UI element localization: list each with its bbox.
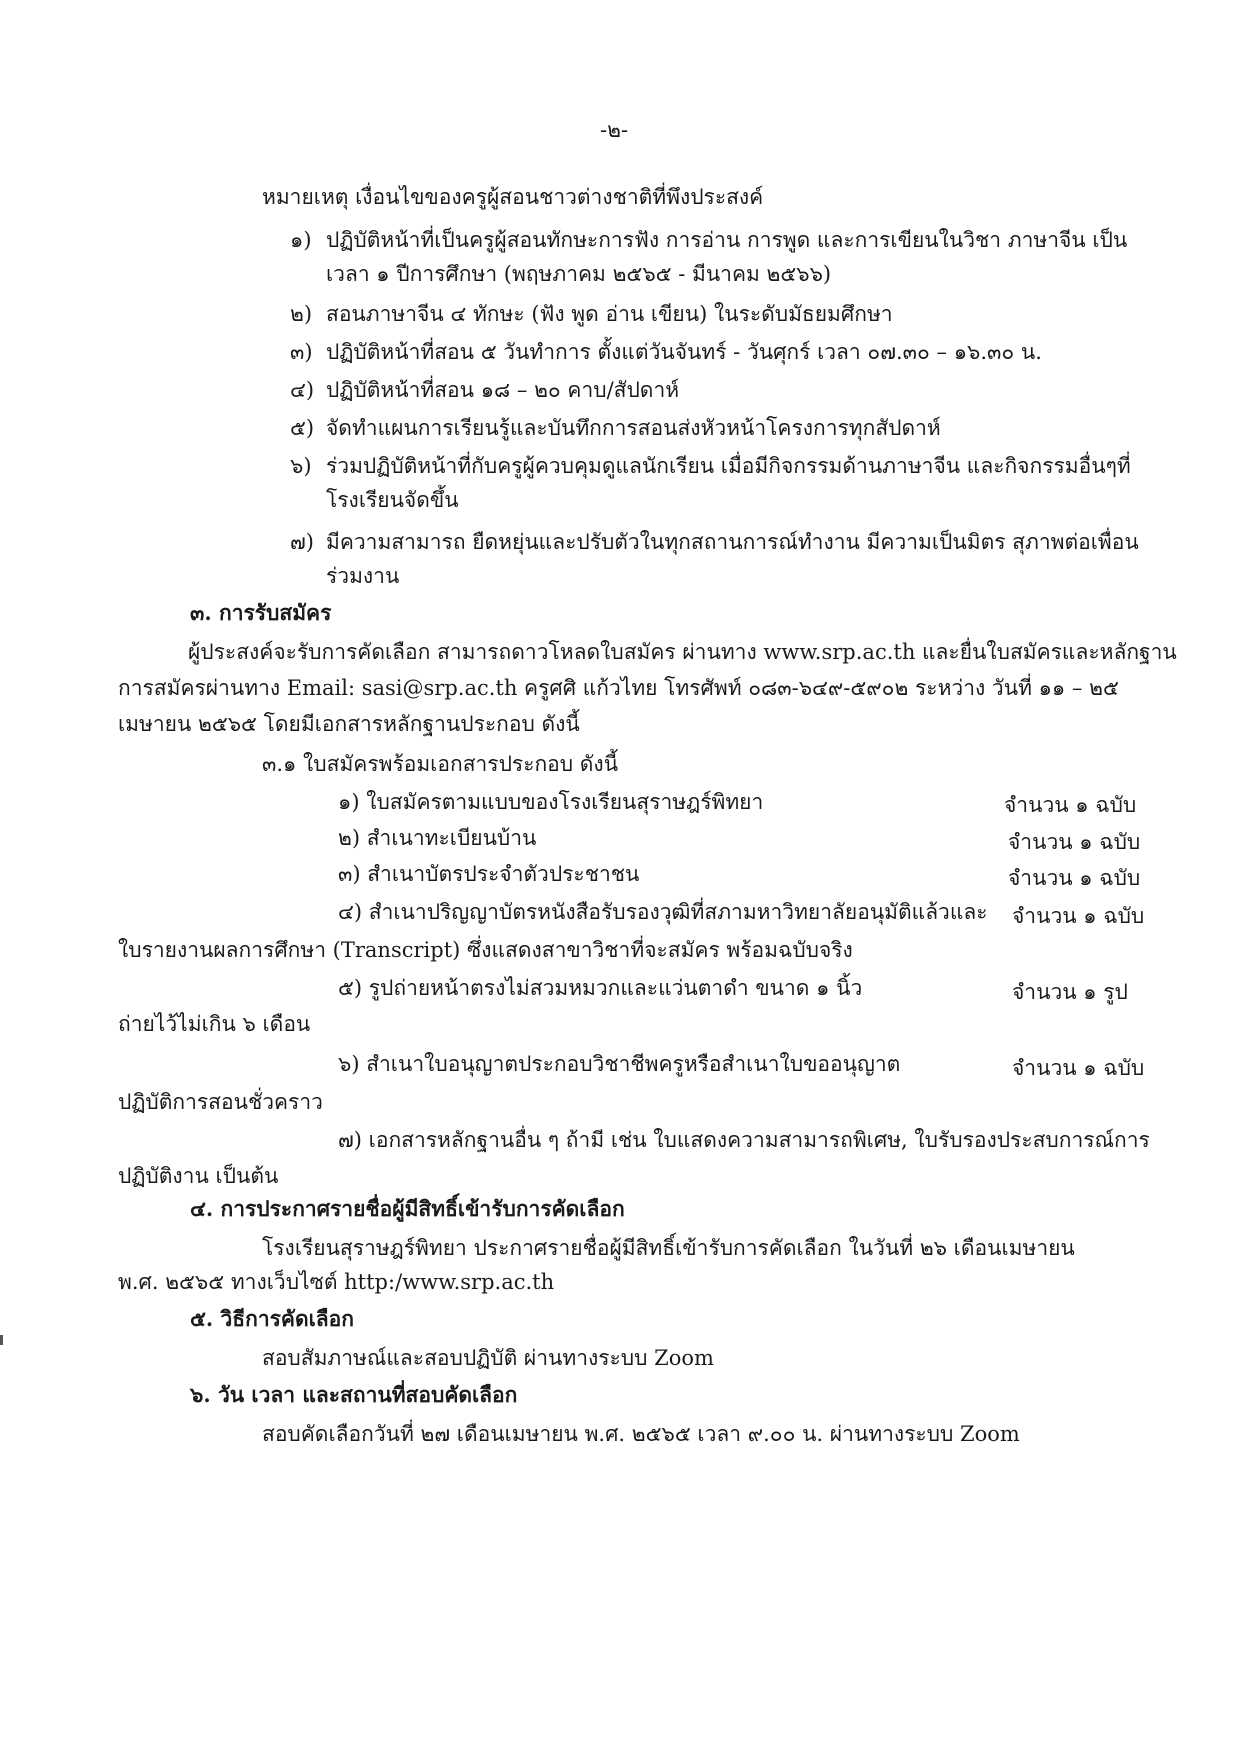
section-5-line1: สอบสัมภาษณ์และสอบปฏิบัติ ผ่านทางระบบ Zoom [262,1346,714,1370]
doc-item-6-qty: จำนวน ๑ ฉบับ [1012,1056,1145,1080]
note-item-1-line1: ปฏิบัติหน้าที่เป็นครูผู้สอนทักษะการฟัง การอ่าน การพูด และการเขียนในวิชา ภาษาจีน เป็น [326,228,1128,252]
section-4-line2: พ.ศ. ๒๕๖๕ ทางเว็บไซต์ http:/www.srp.ac.th [118,1270,555,1294]
page-number: -๒- [600,118,629,142]
note-item-4-num: ๔) [290,378,315,402]
section-4-line1: โรงเรียนสุราษฎร์พิทยา ประกาศรายชื่อผู้มีสิทธิ์เข้ารับการคัดเลือก ในวันที่ ๒๖ เดือนเมษายน [262,1236,1075,1260]
doc-item-4-qty: จำนวน ๑ ฉบับ [1012,904,1145,928]
note-item-3-line1: ปฏิบัติหน้าที่สอน ๕ วันทำการ ตั้งแต่วันจันทร์ - วันศุกร์ เวลา ๐๗.๓๐ – ๑๖.๓๐ น. [326,340,1042,364]
doc-item-2-qty: จำนวน ๑ ฉบับ [1008,830,1141,854]
doc-item-5-qty: จำนวน ๑ รูป [1012,980,1128,1004]
doc-item-5: ๕) รูปถ่ายหน้าตรงไม่สวมหมวกและแว่นตาดำ ขนาด ๑ นิ้ว [338,976,863,1000]
doc-item-7: ๗) เอกสารหลักฐานอื่น ๆ ถ้ามี เช่น ใบแสดงความสามารถพิเศษ, ใบรับรองประสบการณ์การ [338,1128,1150,1152]
note-item-5-num: ๕) [290,416,315,440]
doc-item-3-qty: จำนวน ๑ ฉบับ [1008,866,1141,890]
section-3-para-line3: เมษายน ๒๕๖๕ โดยมีเอกสารหลักฐานประกอบ ดังนี้ [118,712,580,736]
note-item-7-line1: มีความสามารถ ยืดหยุ่นและปรับตัวในทุกสถานการณ์ทำงาน มีความเป็นมิตร สุภาพต่อเพื่อน [326,530,1139,554]
doc-item-4-cont: ใบรายงานผลการศึกษา (Transcript) ซึ่งแสดงสาขาวิชาที่จะสมัคร พร้อมฉบับจริง [118,938,853,962]
note-title: หมายเหตุ เงื่อนไขของครูผู้สอนชาวต่างชาติที่พึงประสงค์ [262,185,764,209]
doc-item-3: ๓) สำเนาบัตรประจำตัวประชาชน [338,862,640,886]
section-6-line1: สอบคัดเลือกวันที่ ๒๗ เดือนเมษายน พ.ศ. ๒๕๖๕ เวลา ๙.๐๐ น. ผ่านทางระบบ Zoom [262,1422,1020,1446]
section-3-1-heading: ๓.๑ ใบสมัครพร้อมเอกสารประกอบ ดังนี้ [262,752,619,776]
doc-item-7-cont: ปฏิบัติงาน เป็นต้น [118,1164,279,1188]
doc-item-5-cont: ถ่ายไว้ไม่เกิน ๖ เดือน [118,1012,311,1036]
note-item-2-num: ๒) [290,302,313,326]
doc-item-6: ๖) สำเนาใบอนุญาตประกอบวิชาชีพครูหรือสำเนาใบขออนุญาต [338,1052,901,1076]
note-item-5-line1: จัดทำแผนการเรียนรู้และบันทึกการสอนส่งหัวหน้าโครงการทุกสัปดาห์ [326,416,941,440]
note-item-6-line1: ร่วมปฏิบัติหน้าที่กับครูผู้ควบคุมดูแลนักเรียน เมื่อมีกิจกรรมด้านภาษาจีน และกิจกรรมอื่นๆที่ [326,454,1131,478]
section-5-heading: ๕. วิธีการคัดเลือก [190,1306,354,1331]
note-item-6-line2: โรงเรียนจัดขึ้น [326,488,459,512]
section-3-heading: ๓. การรับสมัคร [190,600,332,625]
doc-item-1-qty: จำนวน ๑ ฉบับ [1004,793,1137,817]
note-item-3-num: ๓) [290,340,313,364]
doc-item-2: ๒) สำเนาทะเบียนบ้าน [338,826,537,850]
note-item-1-num: ๑) [290,228,312,252]
note-item-2-line1: สอนภาษาจีน ๔ ทักษะ (ฟัง พูด อ่าน เขียน) ในระดับมัธยมศึกษา [326,302,893,326]
section-6-heading: ๖. วัน เวลา และสถานที่สอบคัดเลือก [190,1382,518,1407]
doc-item-6-cont: ปฏิบัติการสอนชั่วคราว [118,1090,323,1114]
doc-item-1: ๑) ใบสมัครตามแบบของโรงเรียนสุราษฎร์พิทยา [338,790,764,814]
note-item-1-line2: เวลา ๑ ปีการศึกษา (พฤษภาคม ๒๕๖๕ - มีนาคม ๒๕๖๖) [326,262,832,286]
section-4-heading: ๔. การประกาศรายชื่อผู้มีสิทธิ์เข้ารับการคัดเลือก [190,1196,625,1221]
note-item-7-num: ๗) [290,530,314,554]
note-item-7-line2: ร่วมงาน [326,564,400,588]
doc-item-4: ๔) สำเนาปริญญาบัตรหนังสือรับรองวุฒิที่สภามหาวิทยาลัยอนุมัติแล้วและ [338,900,988,924]
note-item-6-num: ๖) [290,454,312,478]
scan-speck [0,1335,3,1345]
section-3-para-line2: การสมัครผ่านทาง Email: sasi@srp.ac.th ครูศศิ แก้วไทย โทรศัพท์ ๐๘๓-๖๔๙-๕๙๐๒ ระหว่าง วันที่ ๑๑ – ๒๕ [118,676,1119,700]
note-item-4-line1: ปฏิบัติหน้าที่สอน ๑๘ – ๒๐ คาบ/สัปดาห์ [326,378,680,402]
section-3-para-line1: ผู้ประสงค์จะรับการคัดเลือก สามารถดาวโหลดใบสมัคร ผ่านทาง www.srp.ac.th และยื่นใบสมัครและหลักฐาน [188,640,1177,664]
